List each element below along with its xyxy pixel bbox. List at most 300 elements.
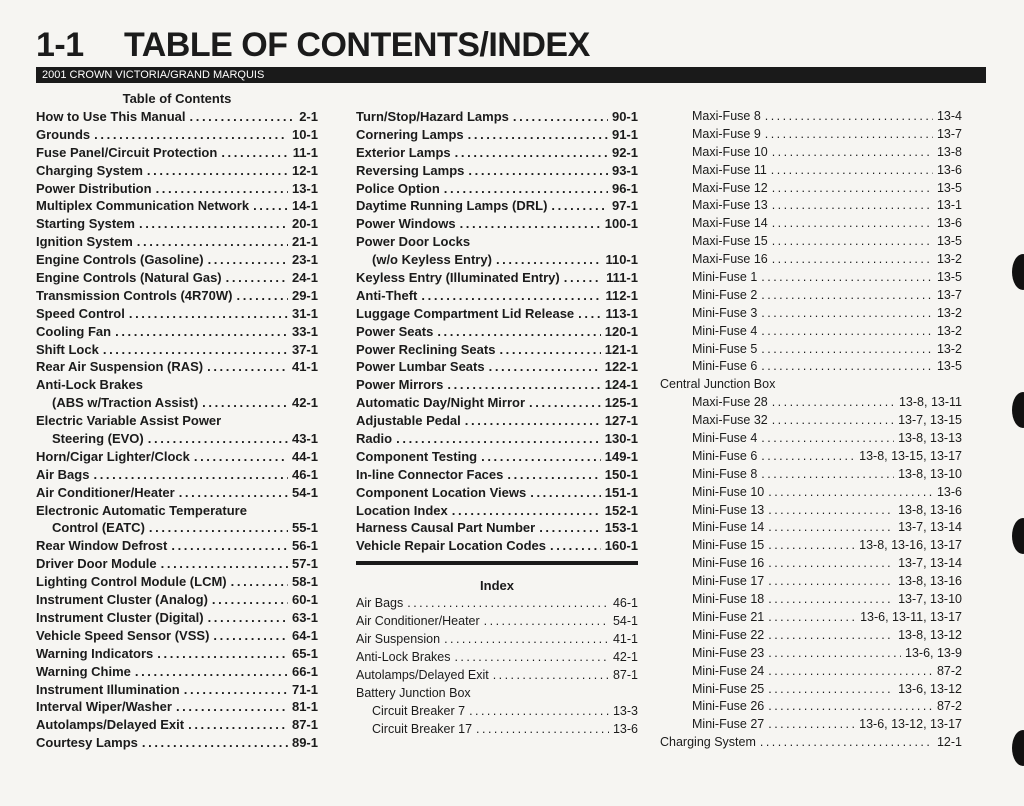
entry-label: Maxi-Fuse 28 xyxy=(692,395,768,410)
entry-page: 13-2 xyxy=(936,252,962,267)
entry-page: 33-1 xyxy=(291,323,318,339)
dot-leader xyxy=(190,108,296,126)
dot-leader xyxy=(129,305,288,323)
index-entry xyxy=(356,613,638,631)
entry-page: 121-1 xyxy=(604,341,638,357)
index-entry xyxy=(676,269,962,287)
entry-label: Radio xyxy=(356,431,393,447)
entry-label: Mini-Fuse 14 xyxy=(692,520,765,535)
entry-label: Mini-Fuse 5 xyxy=(692,341,758,356)
index-entry xyxy=(676,197,962,215)
dot-leader xyxy=(772,394,895,412)
entry-label: Air Bags xyxy=(36,466,90,482)
dot-leader xyxy=(772,251,933,269)
dot-leader xyxy=(772,233,933,251)
toc-list-middle xyxy=(356,108,638,555)
entry-label: Maxi-Fuse 9 xyxy=(692,126,761,141)
dot-leader xyxy=(207,358,288,376)
entry-page: 43-1 xyxy=(291,431,318,447)
entry-page: 20-1 xyxy=(291,216,318,232)
entry-label: Mini-Fuse 10 xyxy=(692,484,765,499)
entry-page: 41-1 xyxy=(291,359,318,375)
entry-page: 130-1 xyxy=(604,431,638,447)
entry-page: 23-1 xyxy=(291,252,318,268)
entry-page: 13-6, 13-9 xyxy=(905,645,962,660)
entry-page: 63-1 xyxy=(291,609,318,625)
entry-page: 13-6, 13-12, 13-17 xyxy=(859,717,962,732)
index-entry xyxy=(36,591,318,609)
entry-page: 42-1 xyxy=(291,395,318,411)
entry-label: Vehicle Speed Sensor (VSS) xyxy=(36,627,210,643)
dot-leader xyxy=(115,323,288,341)
index-entry xyxy=(676,341,962,359)
entry-page: 58-1 xyxy=(291,574,318,590)
entry-page: 13-8, 13-10 xyxy=(898,466,962,481)
entry-page: 13-6, 13-12 xyxy=(898,681,962,696)
dot-leader xyxy=(768,555,894,573)
entry-page: 13-4 xyxy=(936,109,962,123)
dot-leader xyxy=(761,341,933,359)
entry-page: 13-6, 13-11, 13-17 xyxy=(860,609,962,624)
entry-page: 14-1 xyxy=(291,198,318,214)
entry-label: Police Option xyxy=(356,180,440,196)
dot-leader xyxy=(149,519,288,537)
entry-page: 13-6 xyxy=(936,216,962,231)
entry-label: Multiplex Communication Network xyxy=(36,198,250,214)
entry-page: 13-1 xyxy=(936,198,962,213)
entry-label: Harness Causal Part Number xyxy=(356,520,536,536)
entry-label: Power Distribution xyxy=(36,180,152,196)
dot-leader xyxy=(550,537,601,555)
entry-label: Speed Control xyxy=(36,305,125,321)
entry-page: 13-8, 13-11 xyxy=(898,395,962,410)
dot-leader xyxy=(768,716,855,734)
index-entry xyxy=(660,734,962,752)
dot-leader xyxy=(484,613,609,631)
dot-leader xyxy=(188,716,288,734)
dot-leader xyxy=(760,734,933,752)
entry-page: 13-6 xyxy=(612,721,638,736)
entry-page: 13-8, 13-16 xyxy=(898,574,962,589)
entry-label: Steering (EVO) xyxy=(52,431,144,447)
entry-label: Central Junction Box xyxy=(660,377,776,392)
entry-page: 13-2 xyxy=(936,323,962,338)
index-entry xyxy=(36,144,318,162)
entry-label: Horn/Cigar Lighter/Clock xyxy=(36,448,190,464)
entry-page: 91-1 xyxy=(611,126,638,142)
entry-label: Anti-Lock Brakes xyxy=(36,377,143,393)
dot-leader xyxy=(761,358,933,376)
index-entry xyxy=(36,448,318,466)
entry-page: 87-1 xyxy=(291,717,318,733)
entry-label: Vehicle Repair Location Codes xyxy=(356,538,546,554)
entry-page: 110-1 xyxy=(605,252,638,268)
dot-leader xyxy=(447,376,600,394)
entry-page: 13-7, 13-10 xyxy=(898,592,962,607)
index-entry xyxy=(36,305,318,323)
index-entry xyxy=(36,126,318,144)
entry-page: 81-1 xyxy=(291,699,318,715)
dot-leader xyxy=(772,144,933,162)
dot-leader xyxy=(407,595,609,613)
entry-label: Electric Variable Assist Power xyxy=(36,413,222,429)
entry-page: 41-1 xyxy=(612,632,638,647)
entry-page: 13-8, 13-12 xyxy=(898,627,962,642)
entry-label: Mini-Fuse 15 xyxy=(692,538,765,553)
entry-label: Mini-Fuse 21 xyxy=(692,609,765,624)
entry-page: 13-8, 13-16 xyxy=(898,502,962,517)
index-entry xyxy=(676,609,962,627)
entry-label: Battery Junction Box xyxy=(356,685,471,700)
index-entry xyxy=(356,448,638,466)
entry-label: Maxi-Fuse 12 xyxy=(692,180,768,195)
toc-list-left xyxy=(36,108,318,752)
entry-label: In-line Connector Faces xyxy=(356,466,504,482)
entry-label: Interval Wiper/Washer xyxy=(36,699,172,715)
entry-label: Mini-Fuse 3 xyxy=(692,305,758,320)
entry-page: 87-2 xyxy=(936,663,962,678)
entry-label: Power Windows xyxy=(356,216,456,232)
dot-leader xyxy=(768,627,894,645)
index-entry xyxy=(36,180,318,198)
index-entry xyxy=(36,681,318,699)
entry-label: How to Use This Manual xyxy=(36,109,186,124)
dot-leader xyxy=(253,197,288,215)
dot-leader xyxy=(93,466,288,484)
index-column-right xyxy=(660,90,962,752)
page-number: 1-1 xyxy=(36,26,84,64)
dot-leader xyxy=(454,649,608,667)
index-entry xyxy=(356,430,638,448)
entry-label: Rear Window Defrost xyxy=(36,538,168,554)
dot-leader xyxy=(231,573,288,591)
entry-label: Circuit Breaker 17 xyxy=(372,721,473,736)
index-entry xyxy=(356,233,638,251)
dot-leader xyxy=(221,144,288,162)
entry-label: Autolamps/Delayed Exit xyxy=(356,667,489,682)
dot-leader xyxy=(761,269,933,287)
entry-label: Power Lumbar Seats xyxy=(356,359,485,375)
entry-label: Control (EATC) xyxy=(52,520,145,536)
entry-page: 13-7, 13-14 xyxy=(898,520,962,535)
entry-page: 55-1 xyxy=(291,520,318,536)
index-entry xyxy=(36,716,318,734)
dot-leader xyxy=(761,430,894,448)
entry-label: Air Suspension xyxy=(356,632,441,647)
index-entry xyxy=(676,466,962,484)
entry-page: 24-1 xyxy=(291,270,318,286)
entry-page: 56-1 xyxy=(291,538,318,554)
index-entry xyxy=(356,376,638,394)
index-entry xyxy=(356,144,638,162)
index-entry xyxy=(36,233,318,251)
entry-label: Mini-Fuse 26 xyxy=(692,699,765,714)
index-entry xyxy=(356,721,638,739)
entry-label: Anti-Theft xyxy=(356,287,418,303)
dot-leader xyxy=(213,627,288,645)
dot-leader xyxy=(768,591,894,609)
toc-column-middle xyxy=(356,90,638,738)
entry-page: 13-1 xyxy=(291,180,318,196)
index-entry xyxy=(356,502,638,520)
index-entry xyxy=(676,394,962,412)
index-entry xyxy=(356,667,638,685)
dot-leader xyxy=(493,667,609,685)
entry-page: 11-1 xyxy=(292,144,318,160)
entry-page: 90-1 xyxy=(611,109,638,124)
dot-leader xyxy=(551,197,608,215)
index-entry xyxy=(36,323,318,341)
dot-leader xyxy=(161,555,288,573)
index-entry xyxy=(356,649,638,667)
index-entry xyxy=(356,287,638,305)
dot-leader xyxy=(157,645,288,663)
entry-label: Luggage Compartment Lid Release xyxy=(356,305,575,321)
entry-label: Charging System xyxy=(660,735,756,750)
index-entry xyxy=(676,716,962,734)
index-heading: Index xyxy=(480,578,514,594)
entry-label: Autolamps/Delayed Exit xyxy=(36,717,185,733)
dot-leader xyxy=(135,663,288,681)
entry-label: Instrument Cluster (Digital) xyxy=(36,609,204,625)
entry-label: Instrument Illumination xyxy=(36,681,180,697)
binder-hole xyxy=(1012,254,1024,290)
entry-page: 13-8, 13-16, 13-17 xyxy=(859,538,962,553)
dot-leader xyxy=(768,609,856,627)
dot-leader xyxy=(212,591,288,609)
dot-leader xyxy=(761,287,933,305)
index-entry xyxy=(36,466,318,484)
index-entry xyxy=(676,645,962,663)
dot-leader xyxy=(94,126,288,144)
index-entry xyxy=(36,162,318,180)
entry-page: 13-8 xyxy=(936,144,962,159)
index-entry xyxy=(676,233,962,251)
entry-page: 13-5 xyxy=(936,234,962,249)
entry-page: 113-1 xyxy=(605,305,638,321)
entry-label: Power Door Locks xyxy=(356,234,471,250)
entry-page: 12-1 xyxy=(936,735,962,750)
entry-label: Component Location Views xyxy=(356,484,527,500)
entry-page: 97-1 xyxy=(611,198,638,214)
dot-leader xyxy=(139,215,288,233)
index-entry xyxy=(356,358,638,376)
entry-page: 13-6 xyxy=(936,162,962,177)
dot-leader xyxy=(772,197,933,215)
dot-leader xyxy=(578,305,601,323)
dot-leader xyxy=(539,519,601,537)
entry-label: Engine Controls (Natural Gas) xyxy=(36,270,222,286)
index-entry xyxy=(36,269,318,287)
dot-leader xyxy=(489,358,601,376)
entry-label: Air Bags xyxy=(356,596,404,611)
entry-page: 13-8, 13-15, 13-17 xyxy=(859,448,962,463)
entry-page: 31-1 xyxy=(291,305,318,321)
entry-page: 21-1 xyxy=(291,234,318,250)
dot-leader xyxy=(460,215,601,233)
index-entry xyxy=(676,162,962,180)
entry-page: 93-1 xyxy=(611,162,638,178)
index-entry xyxy=(36,698,318,716)
index-entry xyxy=(36,502,318,520)
entry-label: Circuit Breaker 7 xyxy=(372,703,466,718)
entry-page: 46-1 xyxy=(291,466,318,482)
entry-page: 13-6 xyxy=(936,484,962,499)
entry-page: 57-1 xyxy=(291,556,318,572)
entry-page: 44-1 xyxy=(291,448,318,464)
dot-leader xyxy=(768,698,933,716)
index-entry xyxy=(36,251,318,269)
index-entry xyxy=(676,180,962,198)
dot-leader xyxy=(496,251,602,269)
dot-leader xyxy=(184,681,288,699)
entry-page: 13-5 xyxy=(936,180,962,195)
dot-leader xyxy=(772,412,894,430)
entry-label: Grounds xyxy=(36,126,91,142)
entry-label: Power Mirrors xyxy=(356,377,444,393)
index-entry xyxy=(676,537,962,555)
index-entry xyxy=(356,323,638,341)
index-entry xyxy=(356,108,638,126)
entry-page: 96-1 xyxy=(611,180,638,196)
index-entry xyxy=(676,573,962,591)
dot-leader xyxy=(236,287,287,305)
dot-leader xyxy=(761,323,933,341)
vehicle-banner: 2001 CROWN VICTORIA/GRAND MARQUIS xyxy=(36,67,986,83)
dot-leader xyxy=(179,484,288,502)
entry-label: Charging System xyxy=(36,162,143,178)
dot-leader xyxy=(142,734,288,752)
index-entry xyxy=(356,685,638,703)
dot-leader xyxy=(437,323,600,341)
index-entry xyxy=(676,681,962,699)
entry-label: Mini-Fuse 23 xyxy=(692,645,765,660)
entry-label: Shift Lock xyxy=(36,341,99,357)
entry-label: Maxi-Fuse 15 xyxy=(692,234,768,249)
dot-leader xyxy=(530,484,601,502)
dot-leader xyxy=(768,645,901,663)
index-list-middle xyxy=(356,595,638,738)
dot-leader xyxy=(226,269,288,287)
entry-page: 127-1 xyxy=(604,413,638,429)
index-entry xyxy=(36,430,318,448)
dot-leader xyxy=(499,341,600,359)
entry-page: 66-1 xyxy=(291,663,318,679)
index-entry xyxy=(36,573,318,591)
dot-leader xyxy=(476,721,609,739)
entry-label: Instrument Cluster (Analog) xyxy=(36,592,208,608)
entry-page: 125-1 xyxy=(604,395,638,411)
index-entry xyxy=(676,698,962,716)
index-entry xyxy=(676,555,962,573)
dot-leader xyxy=(468,126,608,144)
entry-page: 29-1 xyxy=(291,287,318,303)
entry-page: 13-3 xyxy=(612,703,638,718)
entry-page: 112-1 xyxy=(605,287,638,303)
entry-label: Turn/Stop/Hazard Lamps xyxy=(356,109,509,124)
entry-label: Adjustable Pedal xyxy=(356,413,461,429)
index-entry xyxy=(356,537,638,555)
index-entry xyxy=(676,358,962,376)
dot-leader xyxy=(768,663,933,681)
dot-leader xyxy=(771,162,933,180)
entry-label: Mini-Fuse 4 xyxy=(692,323,758,338)
dot-leader xyxy=(481,448,601,466)
entry-label: Mini-Fuse 6 xyxy=(692,448,758,463)
entry-label: Keyless Entry (Illuminated Entry) xyxy=(356,270,560,286)
entry-label: Maxi-Fuse 13 xyxy=(692,198,768,213)
dot-leader xyxy=(768,519,894,537)
index-entry xyxy=(676,448,962,466)
dot-leader xyxy=(761,448,855,466)
index-entry xyxy=(676,323,962,341)
index-entry xyxy=(676,287,962,305)
index-entry xyxy=(356,180,638,198)
entry-page: 12-1 xyxy=(291,162,318,178)
index-entry xyxy=(356,595,638,613)
entry-page: 13-7 xyxy=(936,126,962,141)
index-entry xyxy=(676,305,962,323)
dot-leader xyxy=(103,341,288,359)
entry-page: 100-1 xyxy=(604,216,638,232)
index-entry xyxy=(356,269,638,287)
dot-leader xyxy=(765,126,933,144)
dot-leader xyxy=(147,162,288,180)
entry-page: 153-1 xyxy=(604,520,638,536)
entry-label: (ABS w/Traction Assist) xyxy=(52,395,199,411)
entry-label: Warning Indicators xyxy=(36,645,154,661)
entry-page: 54-1 xyxy=(612,614,638,629)
entry-page: 54-1 xyxy=(291,484,318,500)
entry-page: 13-5 xyxy=(936,359,962,374)
index-entry xyxy=(356,484,638,502)
index-entry xyxy=(676,144,962,162)
entry-label: Ignition System xyxy=(36,234,133,250)
entry-label: Mini-Fuse 4 xyxy=(692,431,758,446)
index-entry xyxy=(356,215,638,233)
binder-hole xyxy=(1012,392,1024,428)
index-entry xyxy=(356,162,638,180)
index-entry xyxy=(356,126,638,144)
index-entry xyxy=(36,394,318,412)
entry-page: 13-5 xyxy=(936,270,962,285)
dot-leader xyxy=(513,108,608,126)
entry-label: Maxi-Fuse 32 xyxy=(692,413,768,428)
entry-label: Mini-Fuse 6 xyxy=(692,359,758,374)
entry-label: Maxi-Fuse 16 xyxy=(692,252,768,267)
entry-label: Electronic Automatic Temperature xyxy=(36,502,247,518)
entry-page: 89-1 xyxy=(291,735,318,751)
index-entry xyxy=(36,627,318,645)
dot-leader xyxy=(171,537,288,555)
entry-label: Maxi-Fuse 10 xyxy=(692,144,768,159)
entry-label: Courtesy Lamps xyxy=(36,735,138,751)
dot-leader xyxy=(768,484,933,502)
index-entry xyxy=(36,376,318,394)
entry-page: 13-7, 13-14 xyxy=(898,556,962,571)
index-entry xyxy=(356,466,638,484)
index-entry xyxy=(36,358,318,376)
index-entry xyxy=(36,645,318,663)
entry-page: 13-2 xyxy=(936,341,962,356)
index-entry xyxy=(356,519,638,537)
entry-label: Mini-Fuse 25 xyxy=(692,681,765,696)
entry-label: Mini-Fuse 17 xyxy=(692,574,765,589)
entry-page: 13-7 xyxy=(936,287,962,302)
index-entry xyxy=(676,627,962,645)
index-entry xyxy=(36,215,318,233)
index-entry xyxy=(676,108,962,126)
